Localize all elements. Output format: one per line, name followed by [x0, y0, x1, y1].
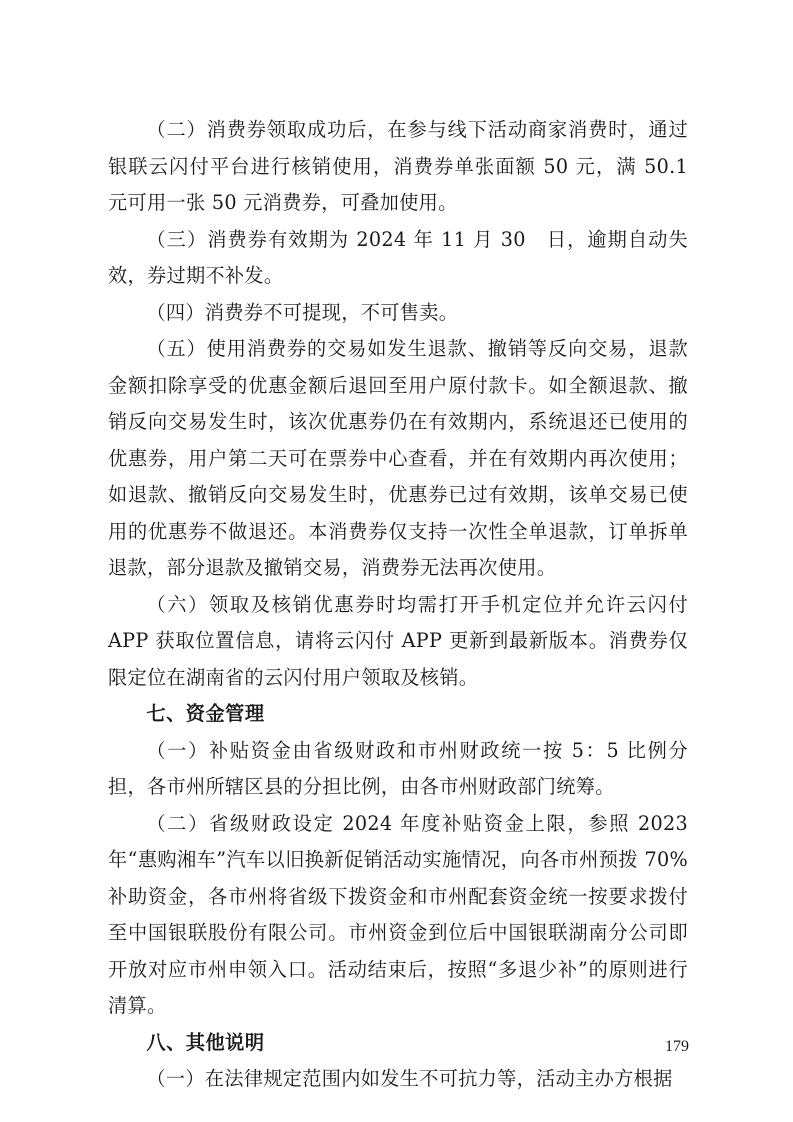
section-heading-fund-management: 七、资金管理: [146, 702, 265, 725]
paragraph-4-no-cash: （四）消费券不可提现，不可售卖。: [146, 300, 459, 324]
document-body: [108, 112, 688, 1098]
paragraph-2-coupon-redemption: （二）消费券领取成功后，在参与线下活动商家消费时，通过银联云闪付平台进行核销使用，消费券单张面额 50 元，满 50.1 元可用一张 50 元消费券，可叠加使用。: [108, 118, 688, 214]
paragraph-5-refund: （五）使用消费券的交易如发生退款、撤销等反向交易，退款金额扣除享受的优惠金额后退回至用户原付款卡。如全额退款、撤销反向交易发生时，该次优惠券仍在有效期内，系统退还已使用的优惠券，用户第二天可在票券中心查看，并在有效期内再次使用；如退款、撤销反向交易发生时，优惠券已过有效期，该单交易已使用的优惠券不做退还。本消费券仅支持一次性全单退款，订单拆单退款，部分退款及撤销交易，消费券无法再次使用。: [108, 337, 688, 579]
page-number: 179: [665, 1038, 689, 1055]
paragraph-3-validity: （三）消费券有效期为 2024 年 11 月 30 日，逾期自动失效，券过期不补发。: [108, 227, 688, 287]
paragraph-fund-2: （二）省级财政设定 2024 年度补贴资金上限，参照 2023 年“惠购湘车”汽车以旧换新促销活动实施情况，向各市州预拨 70%补助资金，各市州将省级下拨资金和市州配套资金统一按要求拨付至中国银联股份有限公司。市州资金到位后中国银联湖南分公司即开放对应市州申领入口。活动结束后，按照“多退少补”的原则进行清算。: [108, 811, 688, 1017]
section-heading-other-notes: 八、其他说明: [146, 1030, 265, 1054]
paragraph-6-location: （六）领取及核销优惠券时均需打开手机定位并允许云闪付 APP 获取位置信息，请将云闪付 APP 更新到最新版本。消费券仅限定位在湖南省的云闪付用户领取及核销。: [108, 592, 688, 689]
paragraph-fund-1: （一）补贴资金由省级财政和市州财政统一按 5：5 比例分担，各市州所辖区县的分担比例，由各市州财政部门统筹。: [108, 738, 688, 798]
paragraph-other-1: （一）在法律规定范围内如发生不可抗力等，活动主办方根据: [146, 1067, 673, 1090]
